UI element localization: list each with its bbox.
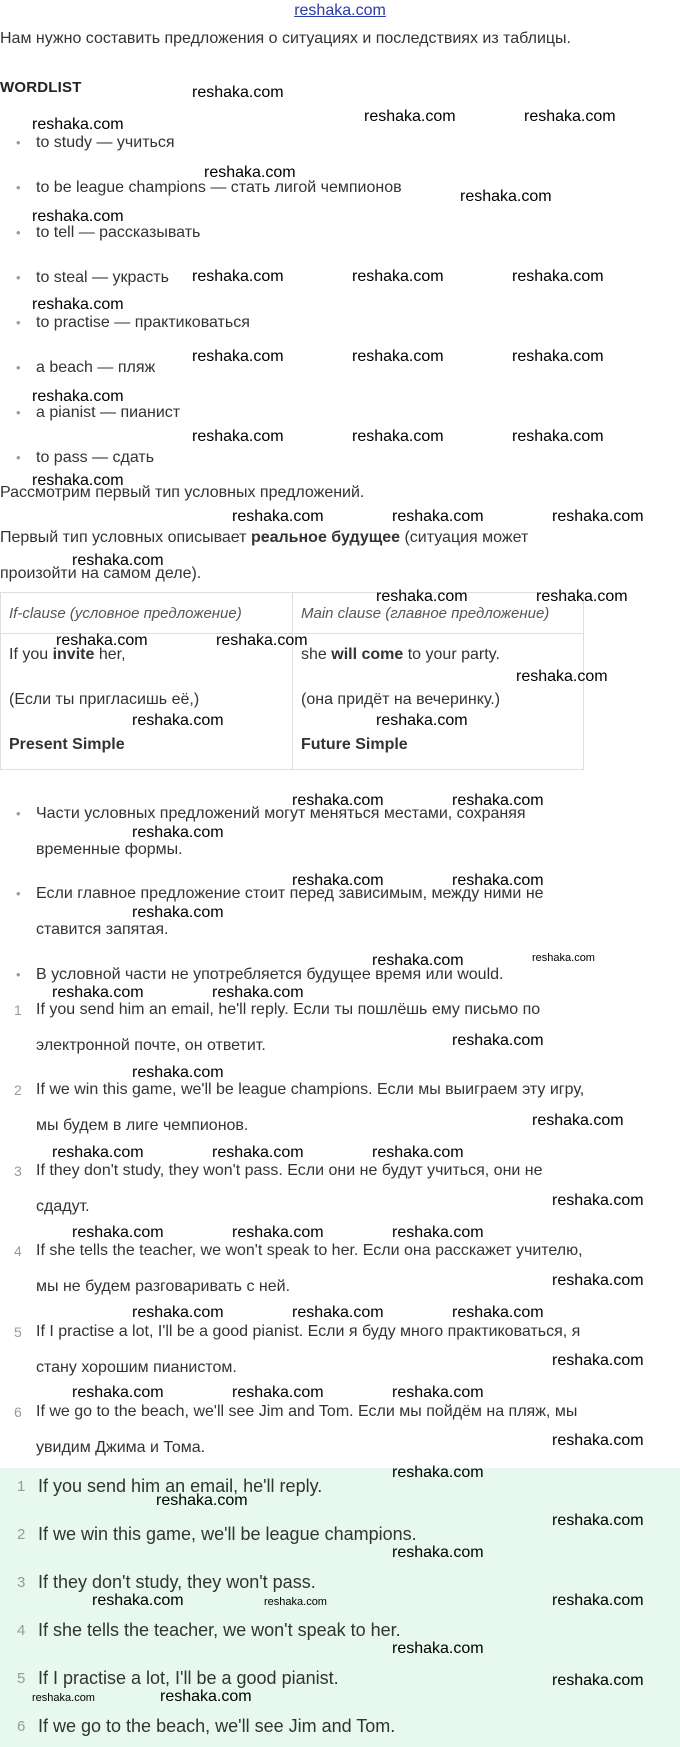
watermark-text: reshaka.com: [452, 1032, 544, 1049]
conditional-table: [0, 592, 584, 770]
rule-note: • Части условных предложений могут меняться местами, сохраняя временные формы.: [0, 796, 660, 868]
watermark-text: reshaka.com: [552, 1512, 644, 1529]
watermark-text: reshaka.com: [132, 824, 224, 841]
watermark-text: reshaka.com: [32, 208, 124, 225]
example-item: 4 If she tells the teacher, we won't speak to her. Если она расскажет учителю, мы не будем разговаривать с ней.: [14, 1242, 583, 1295]
watermark-text: reshaka.com: [392, 1224, 484, 1241]
watermark-text: reshaka.com: [552, 1672, 644, 1689]
watermark-text: reshaka.com: [216, 632, 308, 649]
watermark-text: reshaka.com: [512, 428, 604, 445]
watermark-text: reshaka.com: [532, 1112, 624, 1129]
intro-text: Нам нужно составить предложения о ситуациях и последствиях из таблицы.: [0, 30, 571, 47]
watermark-text: reshaka.com: [512, 348, 604, 365]
watermark-text: reshaka.com: [192, 348, 284, 365]
watermark-text: reshaka.com: [32, 296, 124, 313]
watermark-text: reshaka.com: [264, 1596, 327, 1608]
table-header-if: If-clause (условное предложение): [1, 593, 293, 634]
conditional-description: Первый тип условных описывает реальное будущее (ситуация может: [0, 529, 529, 546]
watermark-text: reshaka.com: [524, 108, 616, 125]
watermark-text: reshaka.com: [204, 164, 296, 181]
example-item: 3 If they don't study, they won't pass. Если они не будут учиться, они не сдадут.: [14, 1162, 543, 1215]
table-header-main: Main clause (главное предложение): [293, 593, 584, 634]
watermark-text: reshaka.com: [132, 1064, 224, 1081]
watermark-text: reshaka.com: [552, 1272, 644, 1289]
watermark-text: reshaka.com: [452, 872, 544, 889]
watermark-text: reshaka.com: [392, 1464, 484, 1481]
watermark-text: reshaka.com: [364, 108, 456, 125]
watermark-text: reshaka.com: [352, 268, 444, 285]
watermark-text: reshaka.com: [192, 268, 284, 285]
watermark-text: reshaka.com: [552, 1432, 644, 1449]
watermark-text: reshaka.com: [352, 348, 444, 365]
watermark-text: reshaka.com: [32, 116, 124, 133]
watermark-text: reshaka.com: [52, 1144, 144, 1161]
site-link[interactable]: reshaka.com: [294, 2, 386, 19]
watermark-text: reshaka.com: [552, 508, 644, 525]
watermark-text: reshaka.com: [32, 1692, 95, 1704]
watermark-text: reshaka.com: [292, 872, 384, 889]
watermark-text: reshaka.com: [72, 552, 164, 569]
watermark-text: reshaka.com: [460, 188, 552, 205]
watermark-text: reshaka.com: [156, 1492, 248, 1509]
watermark-text: reshaka.com: [516, 668, 608, 685]
watermark-text: reshaka.com: [212, 1144, 304, 1161]
main-clause-cell: she will come to your party. (она придёт на вечеринку.) Future Simple: [293, 634, 584, 770]
watermark-text: reshaka.com: [232, 1224, 324, 1241]
rule-note: • Если главное предложение стоит перед зависимым, между ними не ставится запятая.: [0, 876, 660, 948]
watermark-text: reshaka.com: [372, 952, 464, 969]
watermark-text: reshaka.com: [132, 1304, 224, 1321]
example-item: 5 If I practise a lot, I'll be a good pianist. Если я буду много практиковаться, я стану хорошим пианистом.: [14, 1323, 581, 1376]
watermark-text: reshaka.com: [352, 428, 444, 445]
watermark-text: reshaka.com: [32, 472, 124, 489]
watermark-text: reshaka.com: [292, 1304, 384, 1321]
rule-note: • В условной части не употребляется будущее время или would.: [0, 957, 660, 993]
watermark-text: reshaka.com: [532, 952, 595, 964]
watermark-text: reshaka.com: [552, 1192, 644, 1209]
watermark-text: reshaka.com: [160, 1688, 252, 1705]
watermark-text: reshaka.com: [192, 84, 284, 101]
watermark-text: reshaka.com: [72, 1384, 164, 1401]
watermark-text: reshaka.com: [56, 632, 148, 649]
watermark-text: reshaka.com: [92, 1592, 184, 1609]
watermark-text: reshaka.com: [552, 1352, 644, 1369]
example-item: 2 If we win this game, we'll be league champions. Если мы выиграем эту игру, мы будем в лиге чемпионов.: [14, 1081, 585, 1134]
example-item: 6 If we go to the beach, we'll see Jim and Tom. Если мы пойдём на пляж, мы увидим Джима и Тома.: [14, 1403, 578, 1456]
watermark-text: reshaka.com: [232, 508, 324, 525]
watermark-text: reshaka.com: [132, 712, 224, 729]
watermark-text: reshaka.com: [452, 792, 544, 809]
watermark-text: reshaka.com: [72, 1224, 164, 1241]
watermark-text: reshaka.com: [392, 508, 484, 525]
watermark-text: reshaka.com: [212, 984, 304, 1001]
conditional-description-line2: произойти на самом деле).: [0, 565, 202, 582]
watermark-text: reshaka.com: [512, 268, 604, 285]
watermark-text: reshaka.com: [52, 984, 144, 1001]
if-clause-cell: If you invite her, (Если ты пригласишь её,) Present Simple: [1, 634, 293, 770]
watermark-text: reshaka.com: [552, 1592, 644, 1609]
watermark-text: reshaka.com: [192, 428, 284, 445]
watermark-text: reshaka.com: [376, 588, 468, 605]
watermark-text: reshaka.com: [372, 1144, 464, 1161]
watermark-text: reshaka.com: [392, 1384, 484, 1401]
example-item: 1 If you send him an email, he'll reply. Если ты пошлёшь ему письмо по электронной почте, он ответит.: [14, 1001, 541, 1054]
watermark-text: reshaka.com: [536, 588, 628, 605]
watermark-text: reshaka.com: [392, 1640, 484, 1657]
wordlist-title: WORDLIST: [0, 79, 82, 96]
watermark-text: reshaka.com: [376, 712, 468, 729]
conditional-intro: Рассмотрим первый тип условных предложений.: [0, 484, 365, 501]
watermark-text: reshaka.com: [32, 388, 124, 405]
watermark-text: reshaka.com: [132, 904, 224, 921]
watermark-text: reshaka.com: [232, 1384, 324, 1401]
watermark-text: reshaka.com: [452, 1304, 544, 1321]
watermark-text: reshaka.com: [392, 1544, 484, 1561]
watermark-text: reshaka.com: [292, 792, 384, 809]
